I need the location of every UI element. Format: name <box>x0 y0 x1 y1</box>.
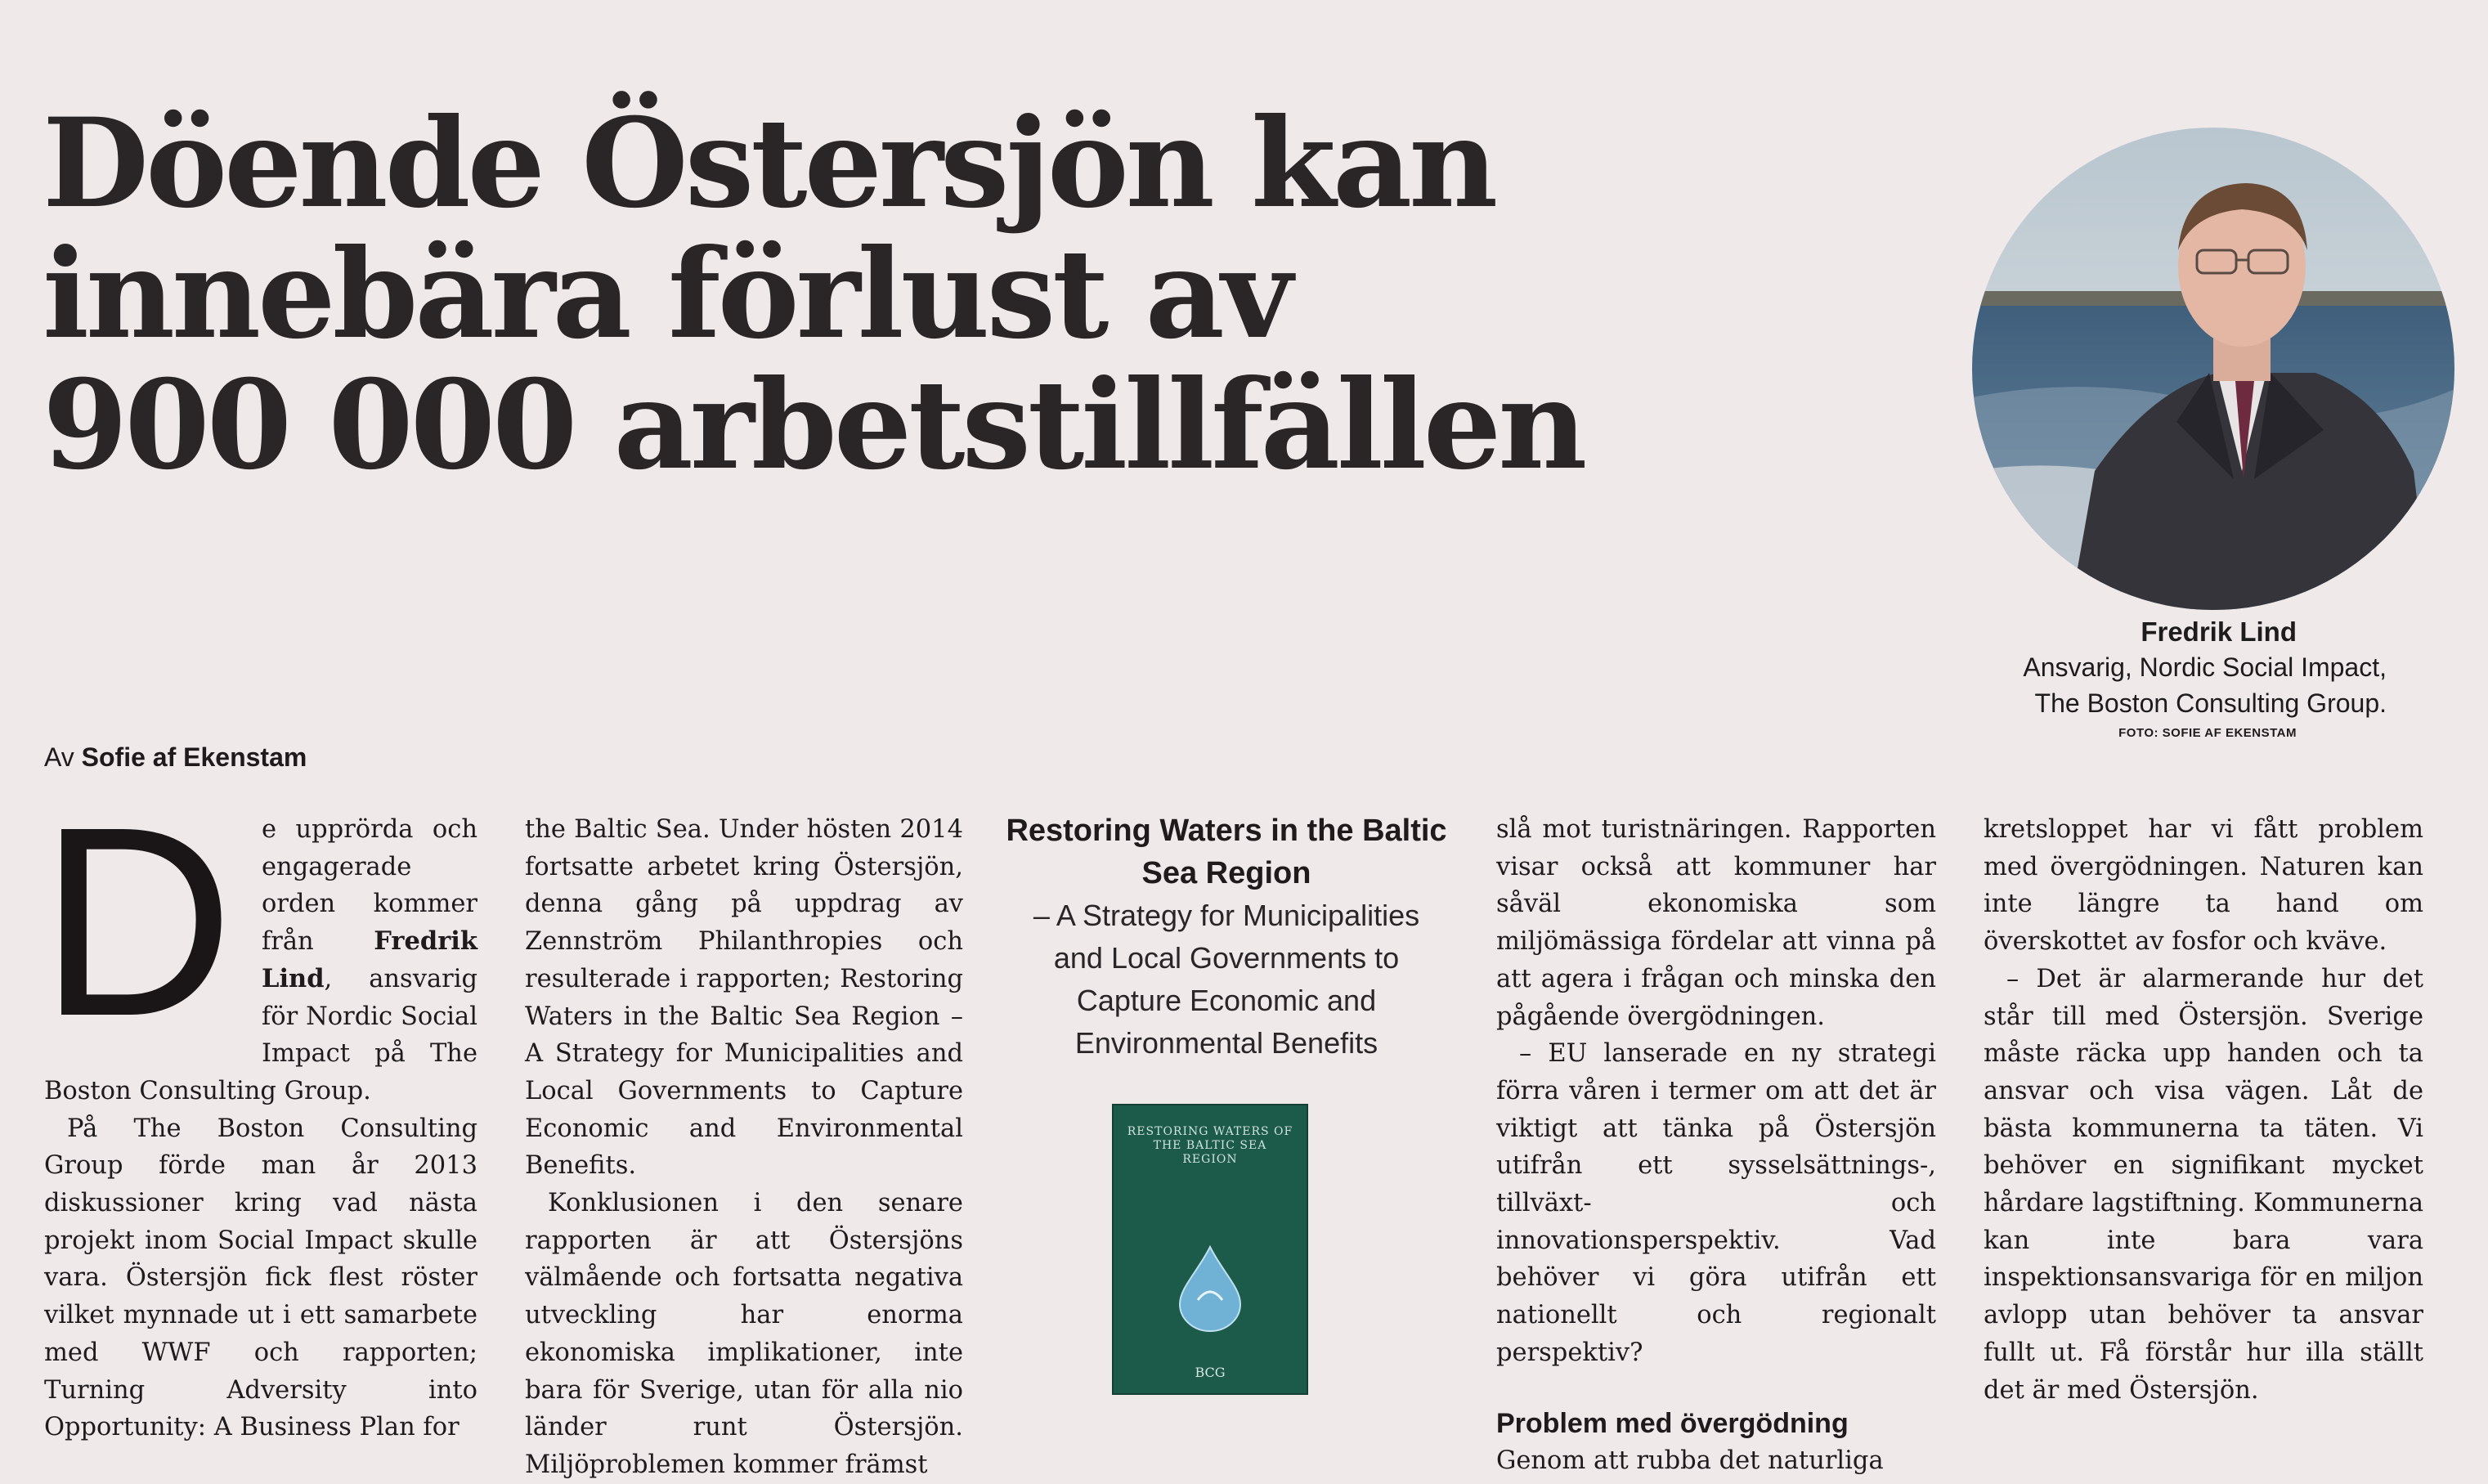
column4-paragraph-1: slå mot turistnäringen. Rapporten visar också att kommuner har såväl ekonomiska som miljömässiga fördelar att vinna på att agera i frågan och minska den pågående övergödningen. <box>1496 815 1936 1031</box>
book-subtitle: – A Strategy for Municipalities and Local Governments to Capture Economic and Environmental Benefits <box>1033 899 1420 1060</box>
book-cover-title: RESTORING WATERS OF THE BALTIC SEA REGION <box>1127 1125 1293 1166</box>
article-column-2 <box>525 811 963 1484</box>
headline-line-1: Döende Östersjön kan <box>43 92 1495 235</box>
section-subhead: Problem med övergödning <box>1496 1407 1849 1439</box>
article-column-4 <box>1496 811 1936 1479</box>
book-cover <box>1112 1104 1308 1395</box>
headline-line-3: 900 000 arbetstillfällen <box>43 353 1585 497</box>
water-drop-icon <box>1173 1243 1247 1333</box>
portrait-photo <box>1972 128 2454 610</box>
article-column-5 <box>1984 811 2423 1409</box>
byline <box>44 742 307 773</box>
book-info <box>1006 809 1447 1065</box>
column1-intro-end: , ansvarig för Nordic Social Impact på The Boston Consulting Group. <box>44 964 477 1105</box>
caption-role-line-2: The Boston Consulting Group. <box>2034 688 2387 718</box>
article-column-1 <box>39 770 477 1446</box>
byline-author: Sofie af Ekenstam <box>81 742 307 772</box>
photo-caption <box>1814 615 2387 740</box>
column2-paragraph-1: the Baltic Sea. Under hösten 2014 fortsatte arbetet kring Östersjön, denna gång på uppdrag av Zennström Philanthropies och resulterade i rapporten; Restoring Waters in the Baltic Sea Region – A Strategy for Municipalities and Local Governments to Capture Economic and Environmental Benefits. <box>525 815 963 1181</box>
photo-credit: FOTO: SOFIE AF EKENSTAM <box>2118 726 2297 740</box>
book-cover-logo: BCG <box>1195 1365 1226 1380</box>
drop-cap: D <box>39 770 235 1072</box>
column2-paragraph-2: Konklusionen i den senare rapporten är att Östersjöns välmående och fortsatta negativa utveckling har enorma ekonomiska implikationer, inte bara för Sverige, utan för alla nio länder runt Östersjön. Miljöproblemen kommer främst <box>525 1189 963 1479</box>
headline-line-2: innebära förlust av <box>43 222 1290 366</box>
book-title: Restoring Waters in the Baltic Sea Region <box>1006 814 1447 890</box>
headline <box>43 92 1923 497</box>
column1-paragraph-2: På The Boston Consulting Group förde man år 2013 diskussioner kring vad nästa projekt inom Social Impact skulle vara. Östersjön fick flest röster vilket mynnade ut i ett samarbete med WWF och rapporten; Turning Adversity into Opportunity: A Business Plan for <box>44 1114 477 1442</box>
caption-role-line-1: Ansvarig, Nordic Social Impact, <box>2023 652 2387 682</box>
column1-name: Fredrik Lind <box>262 926 477 993</box>
portrait-illustration <box>1972 128 2454 610</box>
column4-paragraph-3: Genom att rubba det naturliga <box>1496 1446 1884 1475</box>
caption-name: Fredrik Lind <box>2141 616 2297 647</box>
column5-paragraph-2: – Det är alarmerande hur det står till med Östersjön. Sverige måste räcka upp handen och ta ansvar och visa vägen. Låt de bästa kommunerna ta täten. Vi behöver en signifikant mycket hårdare lagstiftning. Kommunerna kan inte bara vara inspektionsansvariga för en miljon avlopp utan behöver ta ansvar fullt ut. Få förstår hur illa ställt det är med Östersjön. <box>1984 964 2423 1405</box>
column4-paragraph-2: – EU lanserade en ny strategi förra våren i termer om att det är viktigt att tänka på Östersjön utifrån ett sysselsättnings-, tillväxt- och innovationsperspektiv. Vad behöver vi göra utifrån ett nationellt och regionalt perspektiv? <box>1496 1039 1936 1367</box>
column5-paragraph-1: kretsloppet har vi fått problem med övergödningen. Naturen kan inte längre ta hand om överskottet av fosfor och kväve. <box>1984 815 2423 957</box>
column1-intro: e upprörda och engagerade orden kommer från <box>262 815 477 957</box>
byline-prefix: Av <box>44 742 74 772</box>
